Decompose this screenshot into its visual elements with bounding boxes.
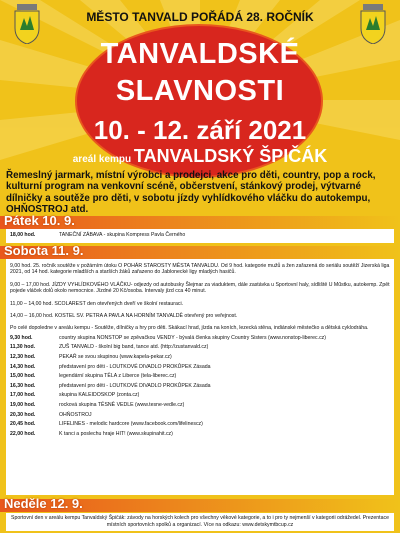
row-time: 20,45 hod. [10,421,36,428]
row-text: country skupina NONSTOP se zpěvačkou VENDY - bývalá členka skupiny Country Sisters (www.nonstop-liberec.cz) [59,334,326,341]
row-text: legendární skupina TĚLA z Liberce (tela-liberec.cz) [59,373,177,380]
schedule-row [10,344,390,350]
day-label-saturday: Sobota 11. 9. [4,243,84,258]
row-text: představení pro děti - LOUTKOVÉ DIVADLO PROKŮPEK Zásada [59,363,211,370]
row-time: 18,00 hod. [10,232,36,238]
venue-prefix: areál kempu [72,154,132,165]
row-time: 22,00 hod. [10,430,36,437]
row-text: rocková skupina TĚSNĚ VEDLE (www.tesne-vedle.cz) [59,402,185,408]
venue-name: TANVALDSKÝ ŠPIČÁK [133,146,328,166]
row-time: 9,30 hod. [10,334,33,341]
venue [0,146,400,167]
row-time: 14,30 hod. [10,363,36,370]
saturday-para-4: 14,00 – 16,00 hod. KOSTEL SV. PETRA A PAVLA NA HORNÍM TANVALDĚ otevřený pro veřejnost. [10,313,238,320]
title-line-2: SLAVNOSTI [115,75,285,107]
organizer-line: MĚSTO TANVALD POŘÁDÁ 28. ROČNÍK [86,10,314,24]
row-time: 11,30 hod. [10,344,36,351]
row-time: 20,30 hod. [10,411,36,418]
row-text: OHŇOSTROJ [59,411,92,418]
day-bar-sunday [0,496,400,512]
row-text: K tanci a poslechu hraje HIT! (www.skupinahit.cz) [59,430,173,437]
title-line-1: TANVALDSKÉ [100,38,300,70]
row-time: 15,00 hod. [10,373,36,380]
schedule-row [10,335,390,341]
row-text: ZUŠ TANVALD - školní big band, tance atd. (http://zustanvald.cz) [59,344,209,351]
row-text: TANEČNÍ ZÁBAVA - skupina Kompress Pavla Černého [59,232,186,238]
schedule-row [10,364,390,370]
schedule-row [10,402,390,408]
sunday-panel [6,513,394,531]
saturday-panel [6,259,394,495]
saturday-para-5: Po celé dopoledne v areálu kempu - Soutěže, dílničky a hry pro děti. Skákací hrad, jízda na koních, lezecká stěna, indiánské městečko a dětská cyklodráha. [10,325,369,332]
row-time: 16,30 hod. [10,382,36,389]
row-text: představení pro děti - LOUTKOVÉ DIVADLO PROKŮPEK Zásada [59,382,211,389]
saturday-para-3: 11,00 – 14,00 hod. SCOLAREST den otevřených dveří ve školní restauraci. [10,300,184,307]
row-time: 19,00 hod. [10,402,36,408]
schedule-row [10,421,390,427]
saturday-para-2: 9,00 – 17,00 hod. JÍZDY VYHLÍDKOVÉHO VLÁČKU- odjezdy od autobusky Šlejmar za viaduktem, dále zastávka u Sportovní haly, sídliště U Műstku, autokemp. Zpět pojede vláček dolů okolo nemocnice. Jízdné 20 Kč/osoba. Intervaly jízd cca 40 minut. [10,281,390,295]
schedule-row [10,354,390,360]
saturday-para-1: 9,00 hod. 25. ročník soutěže v požárním útoku O POHÁR STAROSTY MĚSTA TANVALDU. Od 9 hod. kategorie mužů a žen zařazená do seriálu soutěží Jizerská liga 2021, od 14 hod. kategorie mladších a starších žáků zařazeno do Jablonecké ligy mladých hasičů. [10,263,390,276]
row-time: 17,00 hod. [10,392,36,399]
day-label-friday: Pátek 10. 9. [4,213,75,228]
event-dates: 10. - 12. září 2021 [93,115,307,145]
friday-panel [6,229,394,243]
schedule-row [10,392,390,398]
row-time: 12,30 hod. [10,354,36,361]
row-text: PEKAŘ se svou skupinou (www.kapela-pekar.cz) [59,354,172,361]
day-bar-friday [0,213,400,229]
sunday-text: Sportovní den v areálu kempu Tanvaldský Špičák: závody na horských kolech pro všechny věkové kategorie, a to i pro ty nejmenší v kategorii odrážedel. Prezentace místních sportovních spolků a organizací. Více na odkazu: www.detskymtbcup.cz [11,515,389,528]
row-text: LIFELINES - melodic hardcore (www.facebook.com/lifelinescz) [59,421,203,428]
schedule-row [10,412,390,418]
schedule-row [10,232,390,238]
day-bar-saturday [0,243,400,259]
schedule-row [10,383,390,389]
schedule-row [10,431,390,437]
row-text: skupina KALEIDOSKOP (zonta.cz) [59,392,140,399]
schedule-row [10,373,390,379]
day-label-sunday: Neděle 12. 9. [4,496,83,511]
intro-text: Řemeslný jarmark, místní výrobci a prodejci, akce pro děti, country, pop a rock, kulturní program na venkovní scéně, občerstvení, stánkový prodej, výtvarné dílničky a soutěže pro děti, v sobotu jízdy vyhlídkového vláčku do autokempu, OHŇOSTROJ atd. [6,170,376,215]
